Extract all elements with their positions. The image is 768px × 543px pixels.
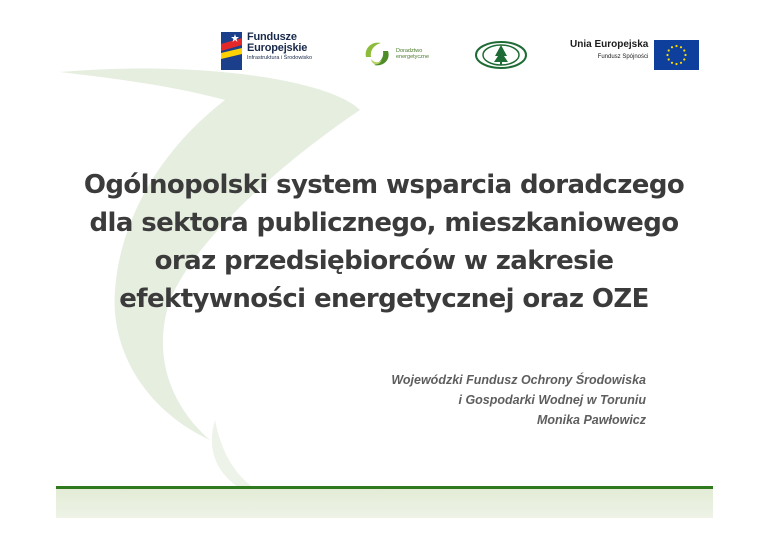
unia-europejska-logo [570,40,699,70]
tree-emblem-logo [474,40,528,70]
title-line: oraz przedsiębiorców w zakresie [154,246,614,276]
author-line: Wojewódzki Fundusz Ochrony Środowiska [391,373,646,387]
unia-title: Unia Europejska [570,39,649,50]
author-block [391,370,646,430]
doradztwo-line1: Doradztwo [396,47,423,54]
fundusze-europejskie-icon [221,32,242,70]
fundusze-line1: Fundusze [247,31,297,43]
title-line: efektywności energetycznej oraz OZE [119,284,649,314]
logo-bar [0,0,768,80]
doradztwo-leaf-icon [362,39,392,69]
eu-flag-icon [654,40,699,70]
author-line: i Gospodarki Wodnej w Toruniu [458,393,646,407]
title-line: Ogólnopolski system wsparcia doradczego [83,170,685,200]
fundusze-subtitle: Infrastruktura i Środowisko [247,55,313,61]
fundusze-line2: Europejskie [247,42,308,54]
footer-band [56,489,713,518]
unia-subtitle: Fundusz Spójności [597,54,649,60]
fundusze-europejskie-logo [221,32,312,74]
slide-title [64,166,704,318]
doradztwo-energetyczne-logo [362,39,429,69]
author-name: Monika Pawłowicz [536,413,646,427]
doradztwo-line2: energetyczne [396,54,430,60]
title-line: dla sektora publicznego, mieszkaniowego [89,208,679,238]
